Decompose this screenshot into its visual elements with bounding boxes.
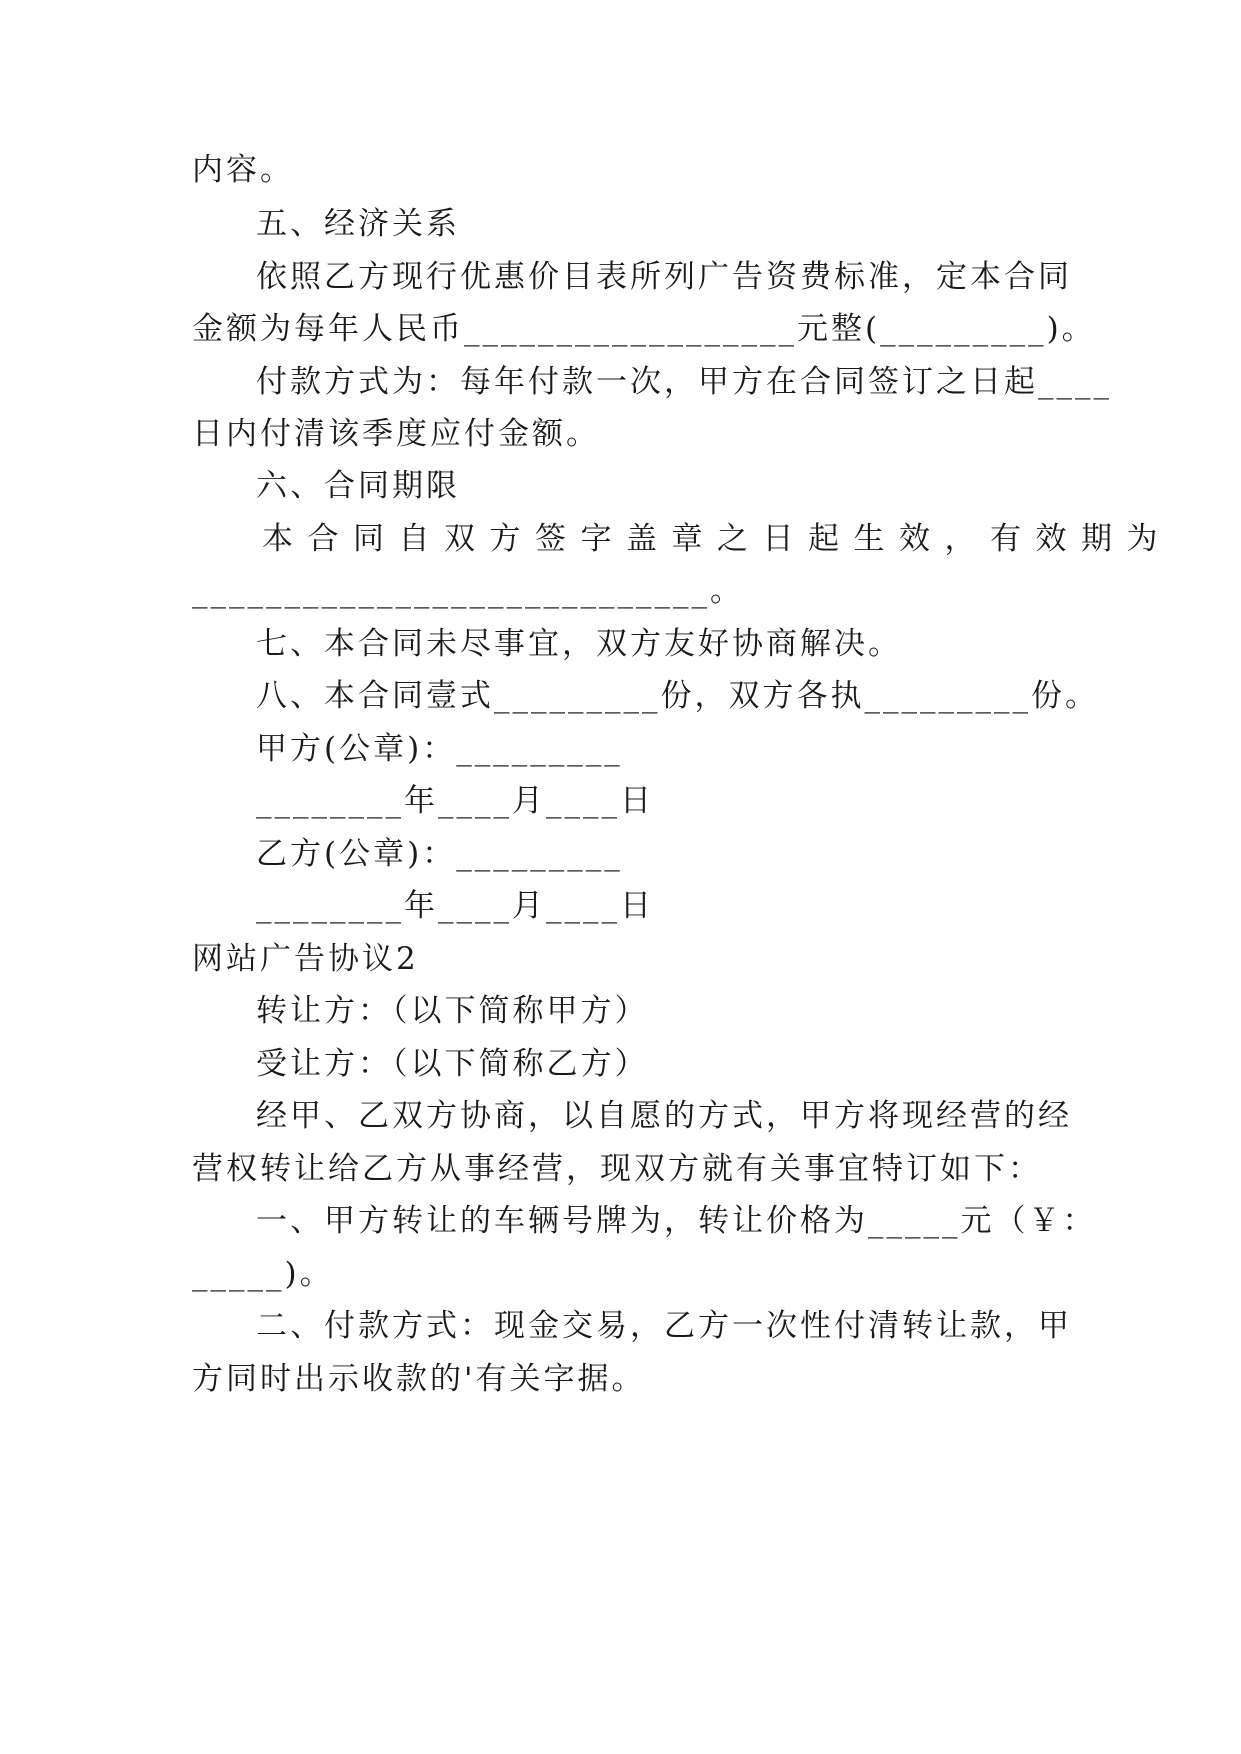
party-b-seal-line: 乙方(公章)：_________ <box>256 836 623 872</box>
text-line: 金额为每年人民币__________________元整(_________)。 <box>192 311 1096 347</box>
agreement-title: 网站广告协议2 <box>192 941 419 977</box>
text-line: 一、甲方转让的车辆号牌为，转让价格为_____元（￥： <box>256 1203 1097 1239</box>
text-line: 八、本合同壹式_________份，双方各执_________份。 <box>256 678 1099 714</box>
text-line: 营权转让给乙方从事经营，现双方就有关事宜特订如下： <box>192 1151 1042 1187</box>
text-line: 本合同自双方签字盖章之日起生效，有效期为 <box>262 521 1172 557</box>
section-heading-economic: 五、经济关系 <box>256 206 460 242</box>
text-line: 二、付款方式：现金交易，乙方一次性付清转让款，甲 <box>256 1308 1072 1344</box>
text-line: ____________________________。 <box>192 573 744 609</box>
text-line: 付款方式为：每年付款一次，甲方在合同签订之日起____ <box>256 364 1112 400</box>
text-line: 依照乙方现行优惠价目表所列广告资费标准，定本合同 <box>256 259 1072 295</box>
section-heading-term: 六、合同期限 <box>256 468 460 504</box>
party-a-date-line: ________年____月____日 <box>256 783 654 819</box>
transferee-line: 受让方：（以下简称乙方） <box>256 1046 649 1082</box>
text-line: _____)。 <box>192 1256 334 1292</box>
text-line: 日内付清该季度应付金额。 <box>192 416 600 452</box>
text-line: 内容。 <box>192 152 294 188</box>
party-a-seal-line: 甲方(公章)：_________ <box>256 731 623 767</box>
text-line: 经甲、乙双方协商，以自愿的方式，甲方将现经营的经 <box>256 1098 1072 1134</box>
party-b-date-line: ________年____月____日 <box>256 888 654 924</box>
text-line: 方同时出示收款的'有关字据。 <box>192 1361 646 1397</box>
transferor-line: 转让方：（以下简称甲方） <box>256 993 649 1029</box>
text-line: 七、本合同未尽事宜，双方友好协商解决。 <box>256 626 902 662</box>
